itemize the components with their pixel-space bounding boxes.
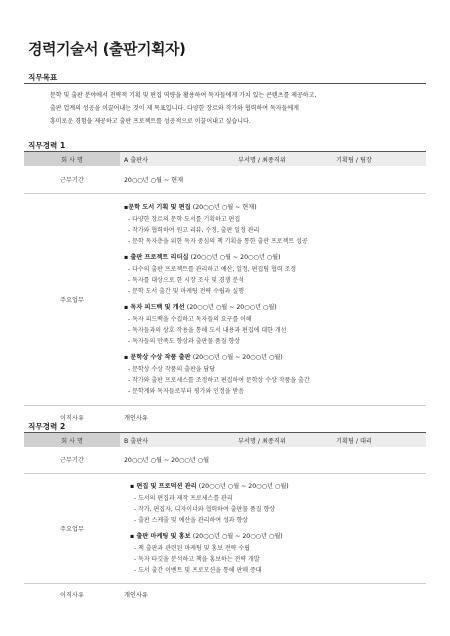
- duty-title: 독자 피드백 및 개선: [130, 303, 185, 311]
- duty-item: - 다양한 장르의 문학 도서를 기획하고 편집: [128, 215, 241, 223]
- duty-item: - 문학상 수상 작품의 출판을 담당: [128, 365, 216, 373]
- duty-title: 문학상 수상 작품 출판: [130, 353, 191, 361]
- duty-title: 문학 도서 기획 및 편집: [128, 203, 191, 211]
- duty-item: - 책 출판과 관련된 마케팅 및 홍보 전략 수립: [134, 544, 250, 552]
- duties-list: [120, 193, 426, 405]
- duty-title: 출판 마케팅 및 홍보: [136, 532, 191, 540]
- period-value: 20○○년 ○월 ~ 현재: [120, 166, 426, 193]
- duty-item: - 도서의 편집과 제작 프로세스를 관리: [134, 494, 233, 502]
- company-label: 회 사 명: [24, 433, 120, 447]
- duty-item: - 문학 도서 출간 및 마케팅 전략 수립과 실행: [128, 287, 244, 295]
- position-label: 부서명 / 최종직위: [234, 433, 332, 447]
- duty-dates: (20○○년 ○월 ~ 20○○년 ○월): [186, 303, 277, 311]
- company-label: 회 사 명: [24, 152, 120, 166]
- duty-block: ▪ 문학상 수상 작품 출판 (20○○년 ○월 ~ 20○○년 ○월) - 문학상 수상 작품의 출판을 담당 - 작가와 출판 프로세스를 조정하고 편집하여 문학상 수상 작품을 출간 - 문학계와 독자들로부터 평가와 인정을 받음: [124, 352, 422, 397]
- duty-item: - 작가와 협력하여 원고 리뷰, 수정, 출판 일정 관리: [128, 226, 260, 234]
- duty-item: - 독자 타깃을 분석하고 책을 홍보하는 전략 개발: [134, 555, 260, 563]
- duty-item: - 문학계와 독자들로부터 평가와 인정을 받음: [128, 387, 245, 395]
- period-value: 20○○년 ○월 ~ 20○○년 ○월: [120, 447, 426, 473]
- duty-item: - 작가와 출판 프로세스를 조정하고 편집하여 문학상 수상 작품을 출간: [128, 376, 310, 384]
- duty-item: - 작가, 편집자, 디자이너와 협력하여 출판물 품질 향상: [134, 505, 276, 513]
- career-1-table: [24, 152, 426, 429]
- duty-dates: (20○○년 ○월 ~ 20○○년 ○월): [198, 482, 289, 490]
- duties-label: 주요업무: [24, 193, 120, 405]
- duty-item: - 독자들의 만족도 향상과 출판물 품질 향상: [128, 337, 241, 345]
- reason-label: 이직사유: [60, 414, 84, 422]
- career-2-heading: 직무경력 2: [28, 422, 66, 431]
- duty-item: - 도서 출간 이벤트 및 프로모션을 통해 판매 증대: [134, 566, 262, 574]
- period-label: 근무기간: [24, 166, 120, 193]
- company-name: A 출판사: [120, 152, 234, 166]
- position-label: 부서명 / 최종직위: [234, 152, 332, 166]
- reason-label: 이직사유: [60, 591, 84, 599]
- company-name: B 출판사: [120, 433, 234, 447]
- reason-value: 개인사유: [124, 591, 148, 599]
- duties-label: 주요업무: [24, 473, 120, 583]
- objective-text: [50, 89, 420, 128]
- duty-item: - 출판 스케줄 및 예산을 관리하여 성과 향상: [134, 516, 249, 524]
- reason-value: 개인사유: [124, 414, 148, 422]
- duty-item: - 독자를 대상으로 한 시장 조사 및 경쟁 분석: [128, 276, 244, 284]
- career-2-table: [24, 433, 426, 605]
- document-title: 경력기술서 (출판기획자): [28, 40, 186, 58]
- career-1-heading: 직무경력 1: [28, 141, 66, 150]
- objective-line: 출판 업계의 성공을 이끌어내는 것이 제 목표입니다. 다양한 장르와 작가와 협력하여 독자들에게: [50, 105, 299, 112]
- duty-title: 편집 및 프로덕션 관리: [136, 482, 197, 490]
- duty-item: - 독자 피드백을 수집하고 독자들의 요구를 이해: [128, 315, 252, 323]
- duty-item: - 독자들과의 상호 작용을 통해 도서 내용과 편집에 대한 개선: [128, 326, 287, 334]
- duty-block: ▪ 편집 및 프로덕션 관리 (20○○년 ○월 ~ 20○○년 ○월) - 도서의 편집과 제작 프로세스를 관리 - 작가, 편집자, 디자이너와 협력하여 출판물 품질 향상 - 출판 스케줄 및 예산을 관리하여 성과 향상: [130, 481, 422, 526]
- duty-dates: (20○○년 ○월 ~ 현재): [192, 203, 257, 211]
- duty-title: 출판 프로젝트 리더십: [130, 253, 189, 261]
- duty-block: ▪문학 도서 기획 및 편집 (20○○년 ○월 ~ 현재) - 다양한 장르의 문학 도서를 기획하고 편집 - 작가와 협력하여 원고 리뷰, 수정, 출판 일정 관리 - 문학 독자층을 위한 독자 중심의 책 기획을 통한 출판 프로젝트 성공: [124, 202, 422, 247]
- duty-item: - 다수의 출판 프로젝트를 관리하고 예산, 일정, 편집팀 협력 조정: [128, 265, 297, 273]
- duty-block: ▪ 출판 마케팅 및 홍보 (20○○년 ○월 ~ 20○○년 ○월) - 책 출판과 관련된 마케팅 및 홍보 전략 수립 - 독자 타깃을 분석하고 책을 홍보하는 전략 개발 - 도서 출간 이벤트 및 프로모션을 통해 판매 증대: [130, 531, 422, 576]
- objective-heading: 직무목표: [28, 73, 58, 82]
- objective-line: 문학 및 출판 분야에서 전략적 기획 및 편집 역량을 활용하여 독자들에게 가치 있는 콘텐츠를 제공하고,: [50, 92, 317, 99]
- position-value: 기획팀 / 팀장: [332, 152, 426, 166]
- duty-item: - 문학 독자층을 위한 독자 중심의 책 기획을 통한 출판 프로젝트 성공: [128, 237, 308, 245]
- objective-line: 흥미로운 경험을 제공하고 출판 프로젝트를 성공적으로 이끌어내고 싶습니다.: [50, 118, 251, 125]
- objective-rule: [24, 83, 426, 84]
- period-label: 근무기간: [24, 447, 120, 473]
- duty-dates: (20○○년 ○월 ~ 20○○년 ○월): [192, 532, 283, 540]
- position-value: 기획팀 / 대리: [332, 433, 426, 447]
- duties-list: [120, 473, 426, 583]
- duty-dates: (20○○년 ○월 ~ 20○○년 ○월): [190, 253, 281, 261]
- duty-dates: (20○○년 ○월 ~ 20○○년 ○월): [192, 353, 283, 361]
- duty-block: ▪ 출판 프로젝트 리더십 (20○○년 ○월 ~ 20○○년 ○월) - 다수의 출판 프로젝트를 관리하고 예산, 일정, 편집팀 협력 조정 - 독자를 대상으로 한 시장 조사 및 경쟁 분석 - 문학 도서 출간 및 마케팅 전략 수립과 실행: [124, 252, 422, 297]
- duty-block: ▪ 독자 피드백 및 개선 (20○○년 ○월 ~ 20○○년 ○월) - 독자 피드백을 수집하고 독자들의 요구를 이해 - 독자들과의 상호 작용을 통해 도서 내용과 편집에 대한 개선 - 독자들의 만족도 향상과 출판물 품질 향상: [124, 302, 422, 347]
